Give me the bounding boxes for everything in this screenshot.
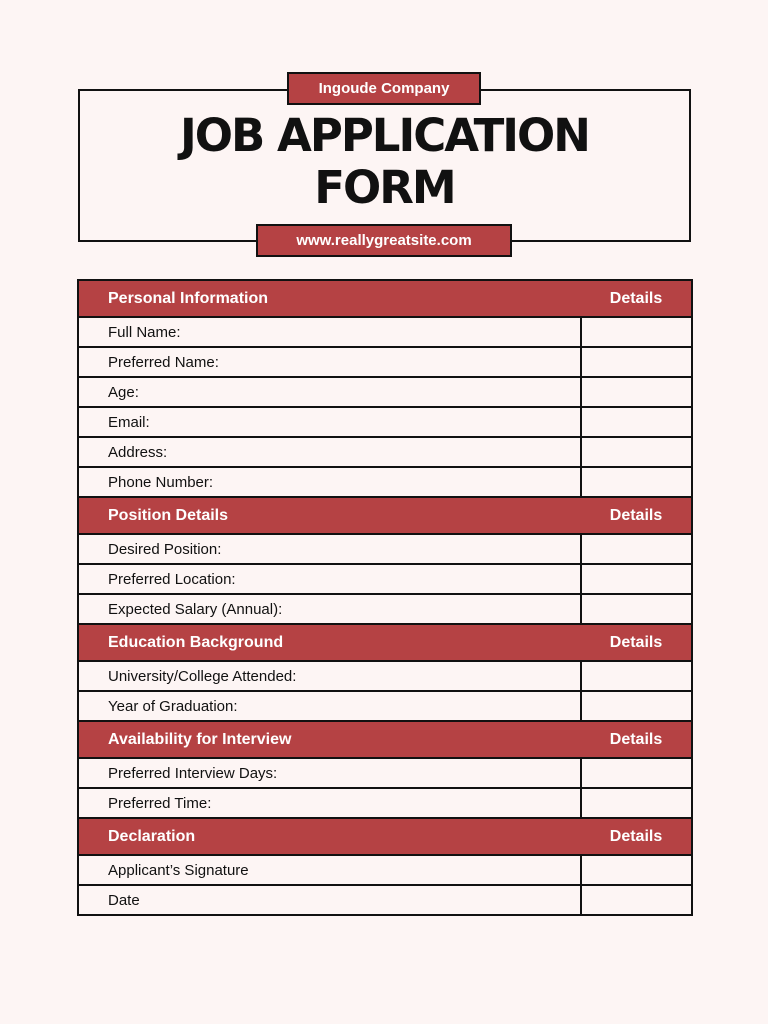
form-row-desired-position xyxy=(78,534,692,564)
field-label: Email: xyxy=(78,407,581,437)
form-row-date xyxy=(78,885,692,915)
application-form-table xyxy=(77,279,693,916)
field-label: Preferred Time: xyxy=(78,788,581,818)
field-value-cell[interactable] xyxy=(581,407,692,437)
company-name-badge xyxy=(287,72,481,105)
field-label: Preferred Location: xyxy=(78,564,581,594)
field-value-cell[interactable] xyxy=(581,594,692,624)
field-label: Date xyxy=(78,885,581,915)
form-row-preferred-time xyxy=(78,788,692,818)
company-name: Ingoude Company xyxy=(318,80,450,97)
section-details-label: Details xyxy=(581,721,692,758)
form-row-university-attended xyxy=(78,661,692,691)
field-value-cell[interactable] xyxy=(581,467,692,497)
form-row-preferred-location xyxy=(78,564,692,594)
section-details-label: Details xyxy=(581,497,692,534)
section-details-label: Details xyxy=(581,818,692,855)
section-header-personal-information xyxy=(78,280,692,317)
field-label: Address: xyxy=(78,437,581,467)
form-row-full-name xyxy=(78,317,692,347)
field-label: Desired Position: xyxy=(78,534,581,564)
form-row-year-of-graduation xyxy=(78,691,692,721)
field-value-cell[interactable] xyxy=(581,788,692,818)
form-row-age xyxy=(78,377,692,407)
field-label: Age: xyxy=(78,377,581,407)
form-row-preferred-interview-days xyxy=(78,758,692,788)
form-row-phone-number xyxy=(78,467,692,497)
form-row-email xyxy=(78,407,692,437)
field-value-cell[interactable] xyxy=(581,855,692,885)
field-label: Preferred Name: xyxy=(78,347,581,377)
field-value-cell[interactable] xyxy=(581,758,692,788)
field-label: University/College Attended: xyxy=(78,661,581,691)
section-header-education-background xyxy=(78,624,692,661)
field-label: Preferred Interview Days: xyxy=(78,758,581,788)
field-value-cell[interactable] xyxy=(581,437,692,467)
field-label: Phone Number: xyxy=(78,467,581,497)
field-value-cell[interactable] xyxy=(581,885,692,915)
field-value-cell[interactable] xyxy=(581,661,692,691)
field-label: Expected Salary (Annual): xyxy=(78,594,581,624)
section-title: Personal Information xyxy=(78,280,581,317)
section-title: Position Details xyxy=(78,497,581,534)
form-row-address xyxy=(78,437,692,467)
field-label: Applicant’s Signature xyxy=(78,855,581,885)
field-value-cell[interactable] xyxy=(581,377,692,407)
form-title-line-1: JOB APPLICATION xyxy=(180,109,589,162)
section-header-declaration xyxy=(78,818,692,855)
form-title-line-2: FORM xyxy=(314,161,455,214)
section-title: Education Background xyxy=(78,624,581,661)
section-details-label: Details xyxy=(581,624,692,661)
website-url: www.reallygreatsite.com xyxy=(296,232,472,249)
form-row-expected-salary xyxy=(78,594,692,624)
website-badge xyxy=(256,224,512,257)
field-value-cell[interactable] xyxy=(581,564,692,594)
form-row-applicant-signature xyxy=(78,855,692,885)
field-value-cell[interactable] xyxy=(581,347,692,377)
section-header-position-details xyxy=(78,497,692,534)
field-value-cell[interactable] xyxy=(581,317,692,347)
form-title xyxy=(78,110,691,214)
field-label: Year of Graduation: xyxy=(78,691,581,721)
field-label: Full Name: xyxy=(78,317,581,347)
field-value-cell[interactable] xyxy=(581,691,692,721)
field-value-cell[interactable] xyxy=(581,534,692,564)
section-header-availability xyxy=(78,721,692,758)
section-title: Availability for Interview xyxy=(78,721,581,758)
section-details-label: Details xyxy=(581,280,692,317)
section-title: Declaration xyxy=(78,818,581,855)
form-row-preferred-name xyxy=(78,347,692,377)
